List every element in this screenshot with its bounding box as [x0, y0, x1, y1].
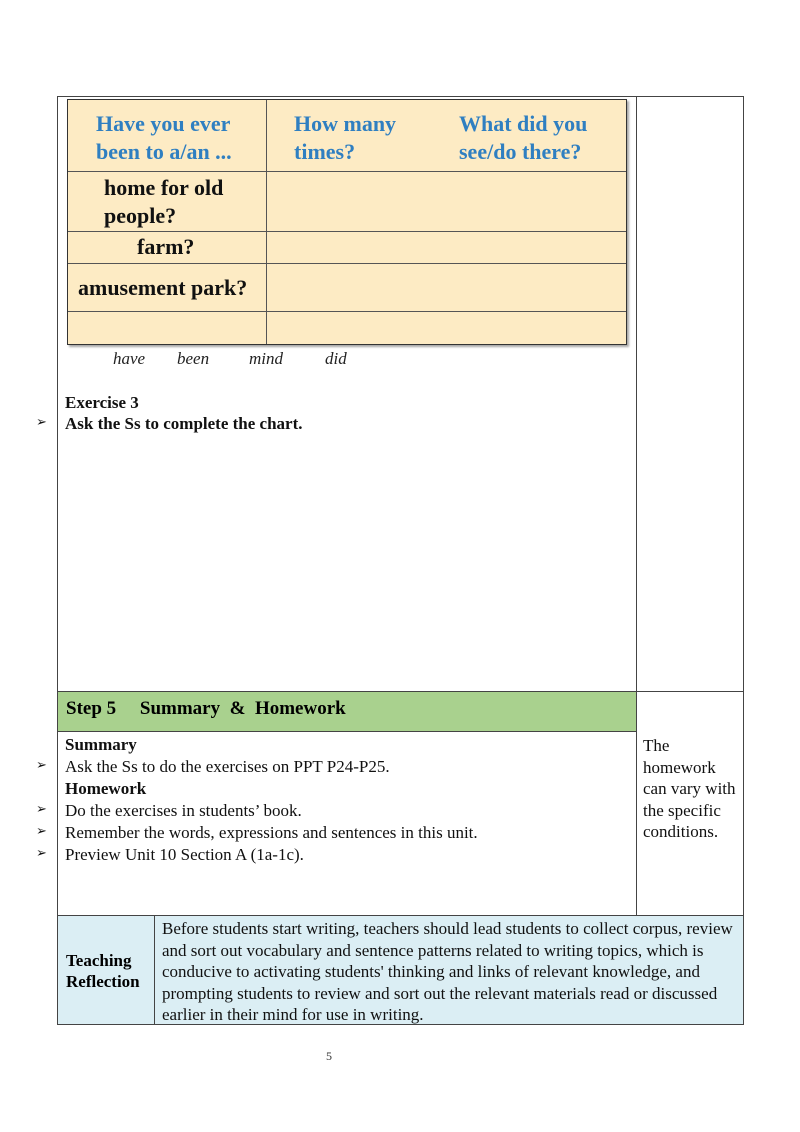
homework-heading: Homework — [65, 779, 147, 798]
header-line: been to a/an ... — [96, 139, 232, 164]
homework-note: The homework can vary with the specific conditions. — [643, 736, 736, 841]
homework-item: Preview Unit 10 Section A (1a-1c). — [65, 845, 304, 864]
teaching-reflection-table — [57, 915, 744, 1025]
chart-row-divider — [68, 263, 626, 264]
chart-row-divider — [68, 171, 626, 172]
chart-column-divider — [266, 100, 267, 344]
exercise-instruction: Ask the Ss to complete the chart. — [65, 414, 303, 433]
header-line: Have you ever — [96, 111, 231, 136]
arrowhead-bullet-icon: ➢ — [36, 846, 47, 861]
table-column-divider — [636, 96, 637, 916]
word-bank-item: mind — [249, 349, 283, 368]
chart-header-col2 — [294, 110, 396, 166]
homework-item: Remember the words, expressions and sentences in this unit. — [65, 823, 478, 842]
reflection-label-line: Reflection — [66, 972, 140, 991]
chart-row-divider — [68, 311, 626, 312]
step-header — [58, 692, 636, 732]
word-bank-item: have — [113, 349, 146, 368]
chart-row-label — [78, 274, 247, 302]
summary-heading: Summary — [65, 735, 137, 754]
summary-item: Ask the Ss to do the exercises on PPT P24-P25. — [65, 757, 390, 776]
word-bank-item: did — [325, 349, 347, 368]
exercise-title: Exercise 3 — [65, 393, 139, 412]
chart-row-label — [104, 174, 223, 230]
step-title: Step 5 Summary & Homework — [66, 698, 346, 719]
reflection-column-divider — [154, 916, 155, 1024]
chart-header-col3 — [459, 110, 587, 166]
chart-header-col1 — [96, 110, 232, 166]
reflection-text: Before students start writing, teachers should lead students to collect corpus, review and sort out vocabulary and sentence patterns related to writing topics, which is conducive to activating students' thinking and links of relevant knowledge, and prompting students to review and sort out the relevant materials read or discussed earlier in their mind for use in writing. — [162, 919, 733, 1025]
header-line: What did you — [459, 111, 588, 136]
header-line: How many — [294, 111, 397, 136]
word-bank-item: been — [177, 349, 210, 368]
page-number: 5 — [326, 1049, 332, 1063]
reflection-label-line: Teaching — [66, 951, 132, 970]
chart-row-divider — [68, 231, 626, 232]
arrowhead-bullet-icon: ➢ — [36, 824, 47, 839]
reflection-label — [66, 950, 140, 992]
chart-row-label — [137, 233, 194, 261]
header-line: see/do there? — [459, 139, 582, 164]
arrowhead-bullet-icon: ➢ — [36, 415, 47, 430]
row-label-line: farm? — [137, 234, 195, 259]
homework-item: Do the exercises in students’ book. — [65, 801, 302, 820]
experience-chart — [67, 99, 627, 345]
row-label-line: home for old — [104, 175, 224, 200]
arrowhead-bullet-icon: ➢ — [36, 802, 47, 817]
header-line: times? — [294, 139, 356, 164]
row-label-line: amusement park? — [78, 275, 248, 300]
arrowhead-bullet-icon: ➢ — [36, 758, 47, 773]
row-label-line: people? — [104, 203, 177, 228]
